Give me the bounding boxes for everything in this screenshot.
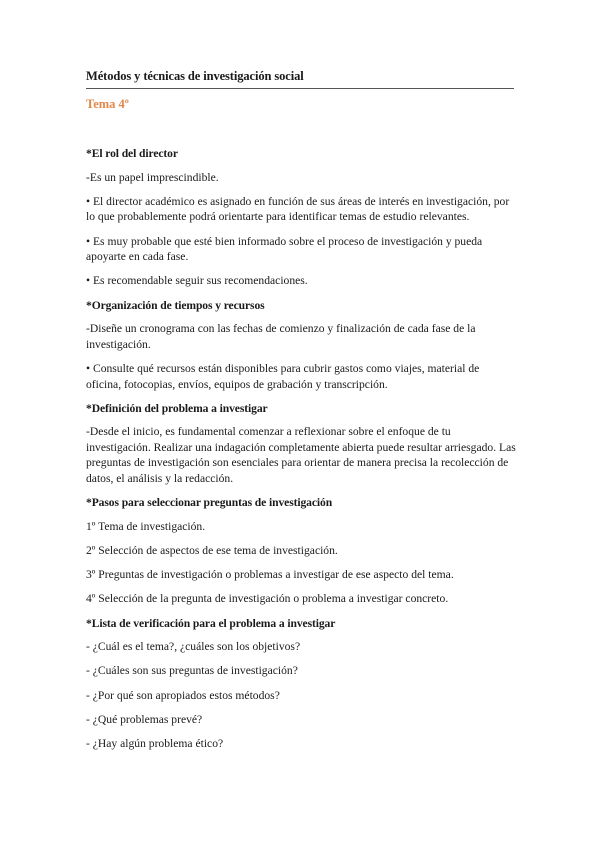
list-item: - ¿Cuáles son sus preguntas de investigación? bbox=[86, 664, 298, 678]
paragraph: -Es un papel imprescindible. bbox=[86, 170, 219, 184]
paragraph: -Diseñe un cronograma con las fechas de comienzo y finalización de cada fase de la investigación. bbox=[86, 322, 476, 351]
paragraph: -Desde el inicio, es fundamental comenzar a reflexionar sobre el enfoque de tu investigación. Realizar una indagación completamente abierta puede resultar arriesgado. Las preguntas de investigación son esenciales para orientar de manera precisa la recolección de datos, el análisis y la redacción. bbox=[86, 425, 516, 486]
section-director bbox=[86, 146, 516, 289]
list-item: 2º Selección de aspectos de ese tema de investigación. bbox=[86, 544, 338, 558]
section-selection-steps bbox=[86, 495, 516, 607]
paragraph: • Es muy probable que esté bien informado sobre el proceso de investigación y pueda apoyarte en cada fase. bbox=[86, 234, 483, 264]
document-title: Métodos y técnicas de investigación social bbox=[86, 69, 304, 83]
section-heading: *Pasos para seleccionar preguntas de investigación bbox=[86, 496, 333, 510]
list-item: - ¿Por qué son apropiados estos métodos? bbox=[86, 688, 280, 702]
section-problem-definition bbox=[86, 401, 516, 487]
list-item: 1º Tema de investigación. bbox=[86, 519, 206, 533]
paragraph: • Consulte qué recursos están disponibles para cubrir gastos como viajes, material de oficina, fotocopias, envíos, equipos de grabación y transcripción. bbox=[86, 361, 480, 391]
section-heading: *Definición del problema a investigar bbox=[86, 401, 268, 415]
section-checklist bbox=[86, 616, 516, 752]
paragraph: • Es recomendable seguir sus recomendaciones. bbox=[86, 274, 308, 288]
document-body bbox=[86, 146, 516, 760]
section-heading: *El rol del director bbox=[86, 147, 178, 160]
list-item: - ¿Hay algún problema ético? bbox=[86, 736, 224, 750]
list-item: - ¿Qué problemas prevé? bbox=[86, 712, 203, 726]
header-divider bbox=[86, 88, 514, 89]
section-heading: *Lista de verificación para el problema a investigar bbox=[86, 616, 336, 630]
section-heading: *Organización de tiempos y recursos bbox=[86, 298, 265, 312]
topic-label: Tema 4º bbox=[86, 97, 129, 111]
section-time-resources bbox=[86, 298, 516, 393]
list-item: 3º Preguntas de investigación o problemas a investigar de ese aspecto del tema. bbox=[86, 568, 454, 582]
list-item: 4º Selección de la pregunta de investigación o problema a investigar concreto. bbox=[86, 592, 449, 606]
list-item: - ¿Cuál es el tema?, ¿cuáles son los objetivos? bbox=[86, 640, 301, 654]
paragraph: • El director académico es asignado en función de sus áreas de interés en investigación, por lo que probablemente podrá orientarte para identificar temas de estudio relevantes. bbox=[86, 194, 510, 224]
